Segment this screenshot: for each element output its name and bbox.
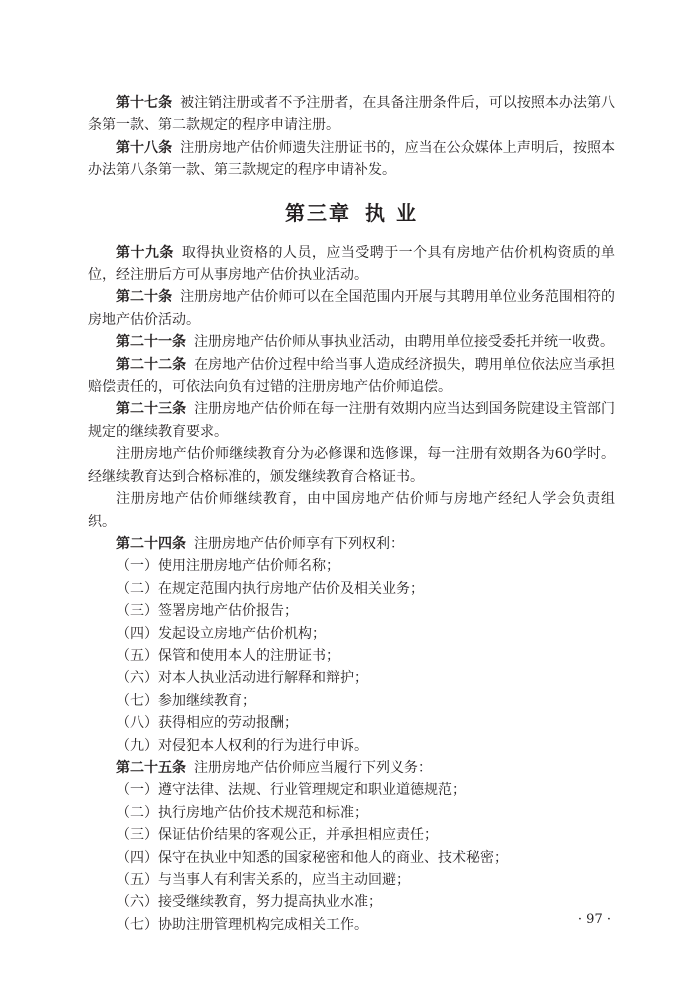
list-item: （四）保守在执业中知悉的国家秘密和他人的商业、技术秘密； <box>116 849 508 866</box>
list-item: （一）遵守法律、法规、行业管理规定和职业道德规范； <box>116 782 466 799</box>
article-text: 取得执业资格的人员，应当受聘于一个具有房地产估价机构资质的单位，经注册后方可从事房地产估价执业活动。 <box>88 244 616 284</box>
article-22 <box>88 354 615 399</box>
article-23-clause-2 <box>88 443 615 488</box>
page-number: · 97 · <box>577 912 611 927</box>
list-item: （六）接受继续教育，努力提高执业水准； <box>116 894 382 911</box>
article-heading: 第二十条 <box>116 289 173 306</box>
list-item: （六）对本人执业活动进行解释和辩护； <box>116 670 368 687</box>
list-item: （七）参加继续教育； <box>116 692 256 709</box>
document-page <box>88 92 615 936</box>
article-text: 注册房地产估价师享有下列权利： <box>194 535 404 552</box>
article-20 <box>88 286 615 331</box>
article-text: 注册房地产估价师可以在全国范围内开展与其聘用单位业务范围相符的房地产估价活动。 <box>88 289 616 328</box>
list-item: （三）签署房地产估价报告； <box>116 603 298 620</box>
article-heading: 第十九条 <box>116 244 174 261</box>
article-text: 被注销注册或者不予注册者，在具备注册条件后，可以按照本办法第八条第一款、第二款规定的程序申请注册。 <box>88 95 616 134</box>
article-text: 在房地产估价过程中给当事人造成经济损失，聘用单位依法应当承担赔偿责任的，可依法向负有过错的注册房地产估价师追偿。 <box>88 356 616 396</box>
chapter-name: 执 业 <box>365 200 418 225</box>
article-23 <box>88 398 615 443</box>
duties-list <box>88 779 615 936</box>
article-heading: 第二十五条 <box>116 759 186 776</box>
article-heading: 第二十四条 <box>116 535 186 552</box>
article-text: 注册房地产估价师遗失注册证书的，应当在公众媒体上声明后，按照本办法第八条第一款、第三款规定的程序申请补发。 <box>88 139 616 179</box>
list-item: （二）在规定范围内执行房地产估价及相关业务； <box>116 580 424 597</box>
article-text: 注册房地产估价师在每一注册有效期内应当达到国务院建设主管部门规定的继续教育要求。 <box>88 401 616 440</box>
article-23-clause-3 <box>88 488 615 533</box>
article-17 <box>88 92 615 137</box>
article-text: 注册房地产估价师从事执业活动，由聘用单位接受委托并统一收费。 <box>194 334 614 351</box>
list-item: （七）协助注册管理机构完成相关工作。 <box>116 916 368 933</box>
article-heading: 第二十三条 <box>116 401 187 418</box>
article-18 <box>88 137 615 182</box>
list-item: （九）对侵犯本人权利的行为进行申诉。 <box>116 737 368 754</box>
list-item: （四）发起设立房地产估价机构； <box>116 625 326 642</box>
article-24 <box>88 533 615 555</box>
rights-list <box>88 555 615 757</box>
article-25 <box>88 757 615 779</box>
article-text: 注册房地产估价师应当履行下列义务： <box>194 759 432 776</box>
list-item: （五）保管和使用本人的注册证书； <box>116 647 340 664</box>
article-text: 注册房地产估价师继续教育，由中国房地产估价师与房地产经纪人学会负责组织。 <box>88 491 615 530</box>
chapter-number: 第三章 <box>285 200 352 225</box>
article-heading: 第二十二条 <box>116 356 187 373</box>
article-heading: 第十七条 <box>116 95 173 111</box>
chapter-title <box>88 199 615 227</box>
article-21 <box>88 331 615 353</box>
list-item: （三）保证估价结果的客观公正，并承担相应责任； <box>116 827 438 844</box>
list-item: （八）获得相应的劳动报酬； <box>116 715 298 732</box>
article-heading: 第二十一条 <box>116 334 186 351</box>
article-text: 注册房地产估价师继续教育分为必修课和选修课，每一注册有效期各为60学时。经继续教育达到合格标准的，颁发继续教育合格证书。 <box>88 446 615 485</box>
list-item: （二）执行房地产估价技术规范和标准； <box>116 804 368 821</box>
article-19 <box>88 242 615 287</box>
list-item: （五）与当事人有利害关系的，应当主动回避； <box>116 872 410 888</box>
article-heading: 第十八条 <box>116 139 173 156</box>
list-item: （一）使用注册房地产估价师名称； <box>116 558 340 575</box>
